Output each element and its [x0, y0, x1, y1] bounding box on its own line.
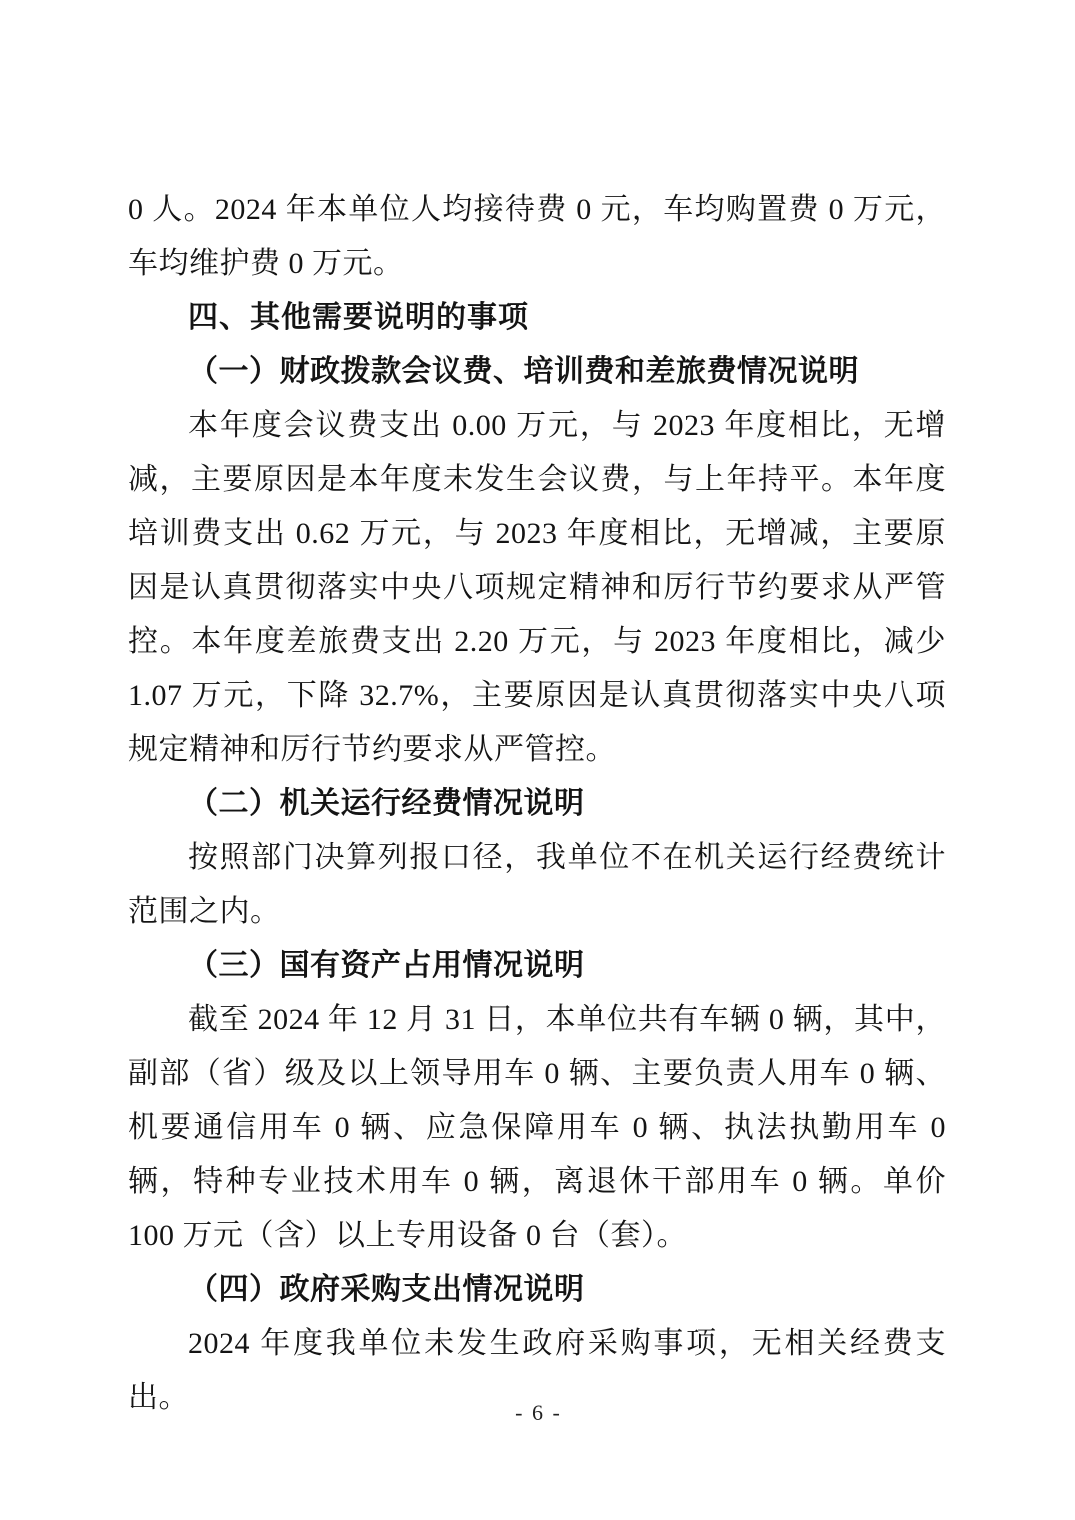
- subsection-1-body: 本年度会议费支出 0.00 万元，与 2023 年度相比，无增减，主要原因是本年度未发生会议费，与上年持平。本年度培训费支出 0.62 万元，与 2023 年度相比，无增减，主要原因是认真贯彻落实中央八项规定精神和厉行节约要求从严管控。本年度差旅费支出 2.20 万元，与 2023 年度相比，减少 1.07 万元，下降 32.7%，主要原因是认真贯彻落实中央八项规定精神和厉行节约要求从严管控。: [128, 409, 946, 766]
- subsection-2-heading: （二）机关运行经费情况说明: [188, 787, 585, 820]
- section-4-heading: 四、其他需要说明的事项: [188, 301, 529, 334]
- subsection-4-heading: （四）政府采购支出情况说明: [188, 1273, 585, 1306]
- page-number: - 6 -: [515, 1400, 560, 1425]
- subsection-3-heading: （三）国有资产占用情况说明: [188, 949, 585, 982]
- page-content: [128, 183, 946, 1425]
- subsection-2-body: 按照部门决算列报口径，我单位不在机关运行经费统计范围之内。: [128, 841, 946, 928]
- subsection-4-body: 2024 年度我单位未发生政府采购事项，无相关经费支出。: [128, 1327, 946, 1414]
- subsection-3-body: 截至 2024 年 12 月 31 日，本单位共有车辆 0 辆，其中，副部（省）级及以上领导用车 0 辆、主要负责人用车 0 辆、机要通信用车 0 辆、应急保障用车 0 辆、执法执勤用车 0 辆，特种专业技术用车 0 辆，离退休干部用车 0 辆。单价 100 万元（含）以上专用设备 0 台（套）。: [128, 1003, 946, 1252]
- carryover-paragraph: 0 人。2024 年本单位人均接待费 0 元，车均购置费 0 万元，车均维护费 0 万元。: [128, 193, 946, 280]
- subsection-1-heading: （一）财政拨款会议费、培训费和差旅费情况说明: [188, 355, 859, 388]
